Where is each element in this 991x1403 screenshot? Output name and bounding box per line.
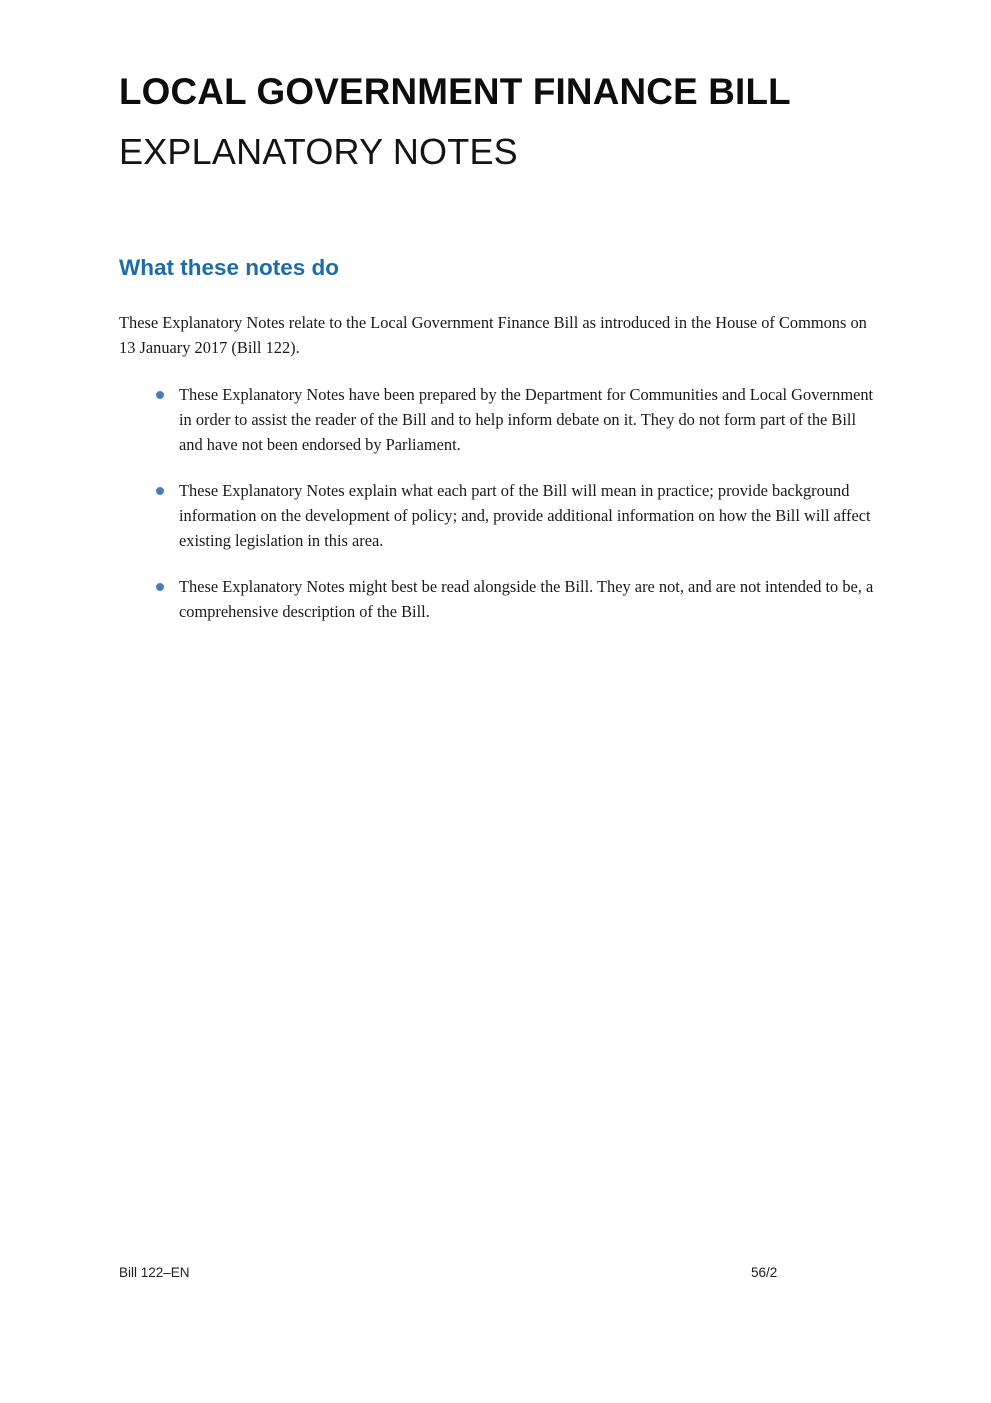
list-item-text: These Explanatory Notes explain what each part of the Bill will mean in practice; provide background information on the development of policy; and, provide additional information on how the Bill will affect existing legislation in this area. — [179, 481, 871, 550]
page-footer — [119, 1262, 875, 1284]
list-item-text: These Explanatory Notes might best be read alongside the Bill. They are not, and are not intended to be, a comprehensive description of the Bill. — [179, 577, 874, 621]
list-item — [119, 574, 875, 624]
bullet-dot-icon — [156, 583, 164, 591]
list-item — [119, 382, 875, 457]
title-block — [119, 70, 879, 176]
notes-bullet-list — [119, 382, 875, 624]
section-heading: What these notes do — [119, 255, 340, 280]
intro-paragraph: These Explanatory Notes relate to the Local Government Finance Bill as introduced in the House of Commons on 13 January 2017 (Bill 122). — [119, 313, 867, 357]
page-subtitle: EXPLANATORY NOTES — [119, 131, 518, 172]
list-item — [119, 478, 875, 553]
bullet-dot-icon — [156, 487, 164, 495]
document-body — [119, 310, 875, 624]
footer-page-number: 56/2 — [751, 1265, 778, 1280]
list-item-text: These Explanatory Notes have been prepared by the Department for Communities and Local Government in order to assist the reader of the Bill and to help inform debate on it. They do not form part of the Bill and have not been endorsed by Parliament. — [179, 385, 874, 454]
footer-bill-reference: Bill 122–EN — [119, 1265, 190, 1280]
bullet-dot-icon — [156, 391, 164, 399]
page-title: LOCAL GOVERNMENT FINANCE BILL — [119, 71, 791, 112]
